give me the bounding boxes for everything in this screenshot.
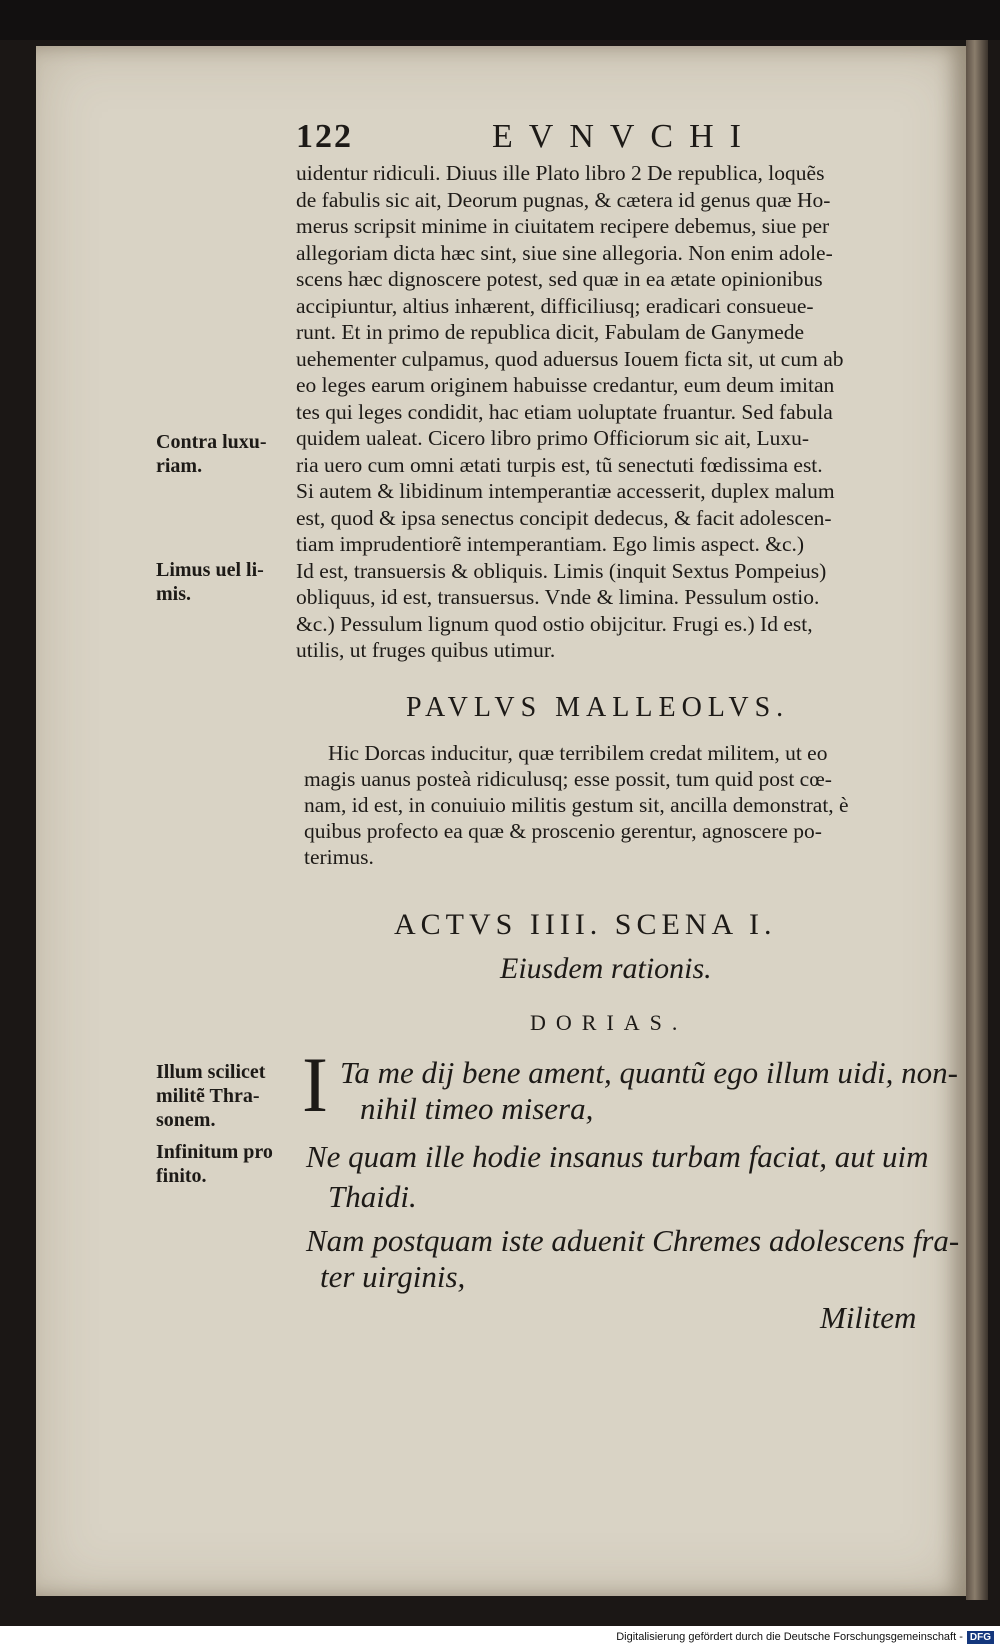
argument-line: magis uanus posteà ridiculusq; esse possit, tum quid post cœ- [304,767,832,791]
commentary-line: runt. Et in primo de republica dicit, Fabulam de Ganymede [296,320,805,344]
commentary-line: utilis, ut fruges quibus utimur. [296,638,556,662]
speaker-name: DORIAS. [530,1010,688,1035]
verse-line: Ta me dij bene ament, quantũ ego illum uidi, non- [340,1055,958,1090]
running-title: EVNVCHI [492,118,757,155]
commentary-line: eo leges earum originem habuisse credantur, eum deum imitan [296,373,835,397]
commentary-line: uehementer culpamus, quod aduersus Iouem ficta sit, ut cum ab [296,346,844,371]
argument-line: Hic Dorcas inducitur, quæ terribilem credat militem, ut eo [328,741,828,765]
argument-line: terimus. [304,845,374,869]
footer-credit: Digitalisierung gefördert durch die Deutsche Forschungsgemeinschaft - [616,1631,963,1643]
book-spine-edge [966,40,988,1600]
margin-note-infinitum: Infinitum pro finito. [156,1141,273,1187]
argument-author: PAVLVS MALLEOLVS. [406,692,790,723]
scan-background-top [0,0,1000,40]
verse-line: Ne quam ille hodie insanus turbam faciat, aut uim [306,1139,929,1174]
commentary-line: accipiuntur, altius inhærent, difficiliusq; eradicari consueue- [296,293,814,318]
digitization-footer [0,1626,1000,1648]
commentary-line: Si autem & libidinum intemperantiæ accesserit, duplex malum [296,479,835,503]
commentary-line: de fabulis sic ait, Deorum pugnas, & cætera id genus quæ Ho- [296,187,831,212]
commentary-line: Id est, transuersis & obliquis. Limis (inquit Sextus Pompeius) [296,558,827,583]
commentary-line: obliquus, id est, transuersus. Vnde & limina. Pessulum ostio. [296,585,820,609]
commentary-line: uidentur ridiculi. Diuus ille Plato libro 2 De republica, loquẽs [296,161,825,185]
verse-line: nihil timeo misera, [360,1091,594,1126]
verse-line: ter uirginis, [320,1259,466,1294]
commentary-line: ria uero cum omni ætati turpis est, tũ senectuti fœdissima est. [296,452,823,477]
argument-line: nam, id est, in conuiuio militis gestum sit, ancilla demonstrat, è [304,793,849,817]
margin-note-illum: Illum scilicet militẽ Thra- sonem. [156,1061,266,1131]
page-number: 122 [296,118,353,155]
dropcap-initial: I [302,1041,328,1128]
catchword: Militem [820,1300,917,1335]
margin-note-limus: Limus uel li- mis. [156,559,264,605]
verse-line: Thaidi. [328,1179,417,1214]
commentary-line: allegoriam dicta hæc sint, siue sine allegoria. Non enim adole- [296,240,833,265]
commentary-line: merus scripsit minime in ciuitatem recipere debemus, siue per [296,214,830,238]
argument-line: quibus profecto ea quæ & proscenio gerentur, agnoscere po- [304,819,822,843]
margin-note-luxuria: Contra luxu- riam. [156,431,267,477]
act-heading: ACTVS IIII. SCENA I. [394,908,777,941]
commentary-line: quidem ualeat. Cicero libro primo Officiorum sic ait, Luxu- [296,426,810,450]
verse-line: Nam postquam iste aduenit Chremes adolescens fra- [306,1223,960,1258]
commentary-line: tiam imprudentiorẽ intemperantiam. Ego limis aspect. &c.) [296,532,805,556]
page-header [296,118,896,158]
argument-text [304,740,920,870]
act-subheading: Eiusdem rationis. [500,952,712,985]
commentary-line: &c.) Pessulum lignum quod ostio obijcitur. Frugi es.) Id est, [296,611,813,636]
commentary-text [296,160,920,664]
commentary-line: scens hæc dignoscere potest, sed quæ in ea ætate opinionibus [296,267,823,291]
dfg-logo-icon: DFG [967,1631,994,1644]
commentary-line: tes qui leges condidit, hac etiam uoluptate fruantur. Sed fabula [296,399,833,424]
commentary-line: est, quod & ipsa senectus concipit dedecus, & facit adolescen- [296,505,832,530]
